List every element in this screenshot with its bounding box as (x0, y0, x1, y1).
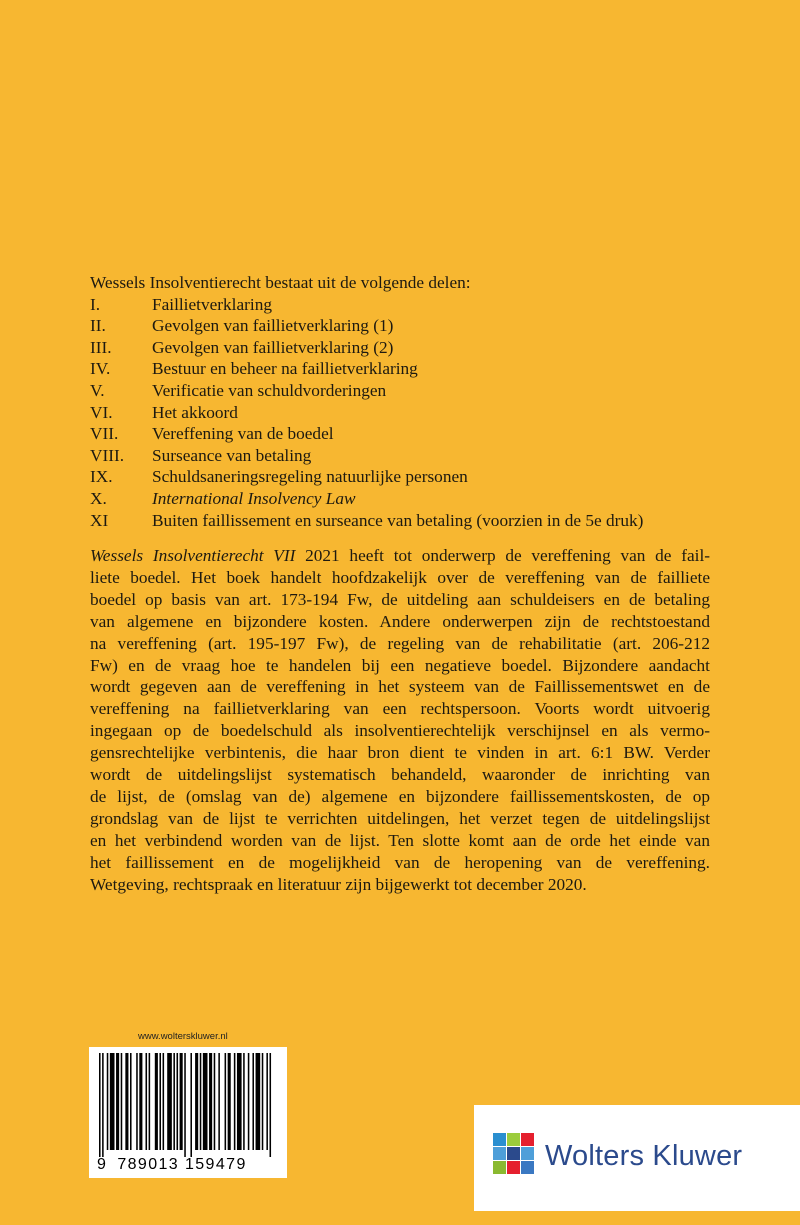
part-number: V. (90, 380, 105, 400)
barcode-bar (248, 1053, 250, 1150)
summary-line: gensrechtelijke verbintenis, die haar bron dient te vinden in art. 6:1 BW. Verder (90, 743, 710, 763)
barcode-bar (203, 1053, 208, 1150)
part-title: Schuldsaneringsregeling natuurlijke personen (152, 467, 468, 487)
barcode-bar (173, 1053, 175, 1150)
part-title: Vereffening van de boedel (152, 424, 334, 444)
part-title: Gevolgen van faillietverklaring (1) (152, 316, 394, 336)
barcode-bar (163, 1053, 165, 1150)
barcode-bar (195, 1053, 198, 1150)
barcode-bar (228, 1053, 231, 1150)
barcode-bar (139, 1053, 142, 1150)
part-number: I. (90, 294, 101, 314)
summary-line: wordt de uitdelingslijst systematisch behandeld, waaronder de inrichting van (90, 765, 710, 785)
part-number: VII. (90, 424, 119, 444)
barcode-bar (159, 1053, 161, 1150)
summary-line: en het verbindend worden van de lijst. Ten slotte komt aan de orde het einde van (90, 830, 710, 850)
barcode-bar (177, 1053, 179, 1150)
barcode-bar (262, 1053, 264, 1150)
barcode-bar (184, 1053, 186, 1157)
barcode-bar (136, 1053, 138, 1150)
part-number: II. (90, 316, 106, 336)
series-part-item (90, 402, 643, 424)
summary-line: Wetgeving, rechtspraak en literatuur zijn bijgewerkt tot december 2020. (90, 874, 587, 894)
summary-line: grondslag van de lijst te verrichten uitdelingen, het verzet tegen de uitdelingslijst (90, 808, 710, 828)
series-part-item (90, 445, 643, 467)
book-title-italic: Wessels Insolventierecht VII (90, 546, 296, 565)
part-number: III. (90, 337, 112, 357)
barcode-bar (266, 1053, 268, 1150)
barcode-bar (167, 1053, 172, 1150)
isbn-number (97, 1156, 283, 1174)
part-title: Bestuur en beheer na faillietverklaring (152, 359, 418, 379)
barcode-bar (110, 1053, 115, 1150)
isbn-barcode (89, 1047, 287, 1178)
barcode-bar (116, 1053, 119, 1150)
part-title: Faillietverklaring (152, 294, 272, 314)
part-number: X. (90, 488, 107, 508)
barcode-bar (121, 1053, 123, 1150)
barcode-bar (225, 1053, 227, 1150)
series-part-item (90, 294, 643, 316)
series-part-item (90, 488, 643, 510)
barcode-bar (130, 1053, 132, 1150)
summary-line (90, 545, 710, 567)
publisher-logo (474, 1105, 800, 1211)
barcode-bar (234, 1053, 236, 1150)
summary-line: vereffening na faillietverklaring van een rechtspersoon. Voorts wordt uitvoerig (90, 699, 710, 719)
series-intro: Wessels Insolventierecht bestaat uit de volgende delen: (90, 273, 471, 292)
summary-line: ingegaan op de boedelschuld als insolventierechtelijk verschijnsel en als vermo- (90, 721, 710, 741)
barcode-bar (102, 1053, 104, 1157)
summary-line: liete boedel. Het boek handelt hoofdzakelijk over de vereffening van de failliete (90, 567, 710, 587)
barcode-bar (218, 1053, 220, 1150)
series-part-item (90, 358, 643, 380)
isbn-remaining-digits: 789013 159479 (117, 1156, 247, 1173)
summary-line: van algemene en bijzondere kosten. Andere onderwerpen zijn de rechtstoestand (90, 611, 710, 631)
summary-first-line-rest: 2021 heeft tot onderwerp de vereffening van de fail- (295, 546, 710, 565)
part-title: Verificatie van schuldvorderingen (152, 380, 387, 400)
barcode-bar (252, 1053, 254, 1150)
barcode-bar (180, 1053, 183, 1150)
part-number: IV. (90, 359, 111, 379)
part-title: Surseance van betaling (152, 445, 312, 465)
series-part-item (90, 423, 643, 445)
wolters-kluwer-logo-icon (492, 1132, 536, 1176)
part-title: Het akkoord (152, 402, 238, 422)
barcode-bar (99, 1053, 101, 1157)
barcode-bar (209, 1053, 212, 1150)
barcode-bar (200, 1053, 202, 1150)
summary-line: Fw) en de vraag hoe te handelen bij een negatieve boedel. Bijzondere aandacht (90, 655, 710, 675)
series-part-item (90, 380, 643, 402)
series-part-item (90, 510, 643, 532)
series-part-item (90, 466, 643, 488)
barcode-bar (155, 1053, 158, 1150)
summary-line: na vereffening (art. 195-197 Fw), de regeling van de rehabilitatie (art. 206-212 (90, 633, 710, 653)
barcode-bar (243, 1053, 245, 1150)
part-number: VI. (90, 402, 113, 422)
series-parts-list (90, 294, 643, 532)
part-title: International Insolvency Law (152, 488, 356, 508)
barcode-bar (107, 1053, 109, 1150)
part-title: Buiten faillissement en surseance van betaling (voorzien in de 5e druk) (152, 510, 644, 530)
part-number: VIII. (90, 445, 125, 465)
barcode-bar (190, 1053, 192, 1157)
book-summary (90, 545, 710, 896)
barcode-bar (214, 1053, 216, 1150)
series-part-item (90, 315, 643, 337)
series-part-item (90, 337, 643, 359)
website-url: www.wolterskluwer.nl (138, 1031, 228, 1042)
barcode-bar (125, 1053, 128, 1150)
part-number: IX. (90, 467, 113, 487)
summary-line: boedel op basis van art. 173-194 Fw, de uitdeling aan schuldeisers en de betaling (90, 589, 710, 609)
isbn-first-digit: 9 (97, 1156, 108, 1173)
barcode-bar (146, 1053, 148, 1150)
summary-line: de lijst, de (omslag van de) algemene en bijzondere faillissementskosten, de op (90, 786, 710, 806)
summary-line: het faillissement en de mogelijkheid van de heropening van de vereffening. (90, 852, 710, 872)
part-title: Gevolgen van faillietverklaring (2) (152, 337, 394, 357)
publisher-name: Wolters Kluwer (545, 1140, 743, 1172)
barcode-bar (270, 1053, 272, 1157)
barcode-bar (149, 1053, 151, 1150)
summary-line: wordt gegeven aan de vereffening in het systeem van de Faillissementswet en de (90, 677, 710, 697)
part-number: XI (90, 510, 109, 530)
barcode-bar (237, 1053, 242, 1150)
barcode-bar (256, 1053, 261, 1150)
